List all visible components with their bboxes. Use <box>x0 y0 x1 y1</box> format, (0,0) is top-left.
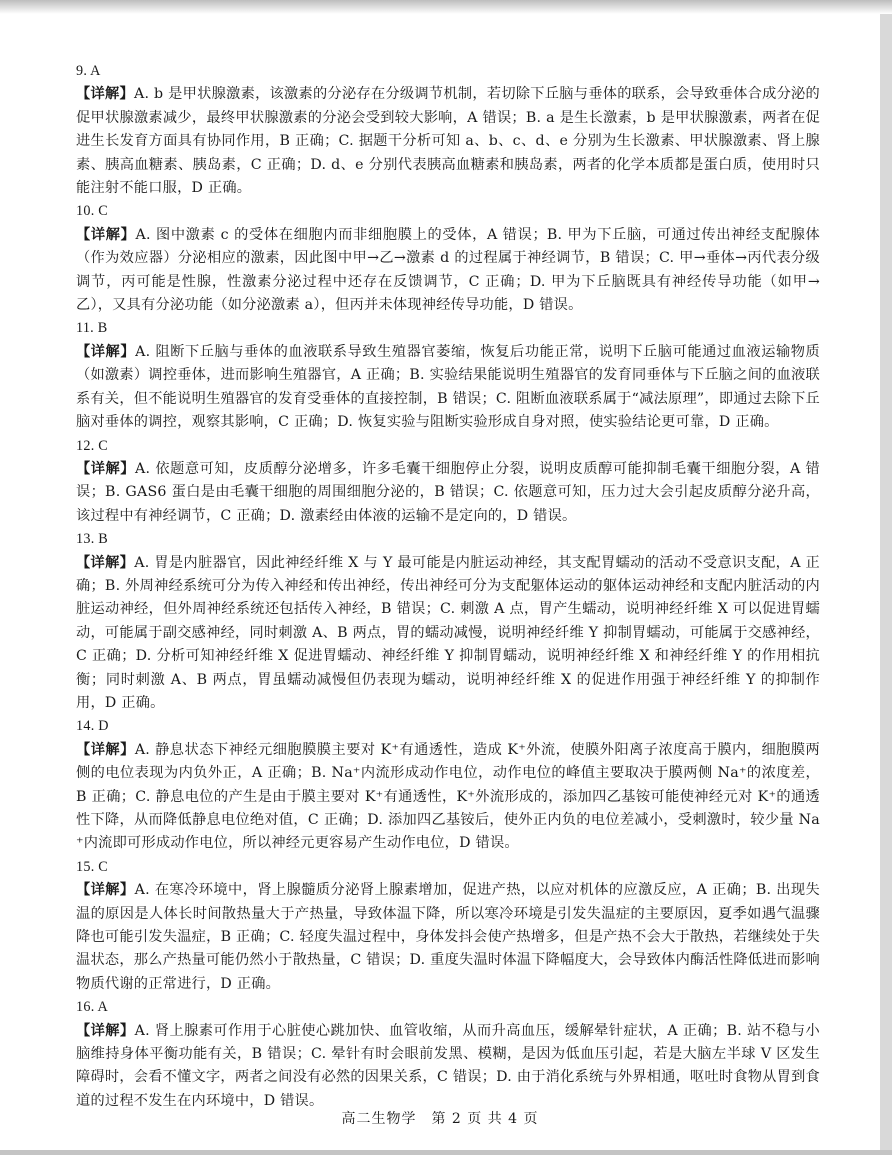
explanation-text: A. 静息状态下神经元细胞膜膜主要对 K⁺有通透性，造成 K⁺外流，使膜外阳离子浓度高于膜内，细胞膜两侧的电位表现为内负外正，A 正确；B. Na⁺内流形成动作电位，动作电位的峰值主要取决于膜两侧 Na⁺的浓度差，B 正确；C. 静息电位的产生是由于膜主要对 K⁺有通透性，K⁺外流形成的，添加四乙基铵可能使神经元对 K⁺的通透性下降，从而降低静息电位绝对值，C 正确；D. 添加四乙基铵后，使外正内负的电位差减小，受刺激时，较少量 Na⁺内流即可形成动作电位，所以神经元更容易产生动作电位，D 错误。 <box>76 741 820 852</box>
question-answer: 13. B <box>76 531 108 548</box>
explanation-tag: 【详解】 <box>76 460 136 477</box>
explanation-text: A. 图中激素 c 的受体在细胞内而非细胞膜上的受体，A 错误；B. 甲为下丘脑，可通过传出神经支配腺体（作为效应器）分泌相应的激素，因此图中甲→乙→激素 d 的过程属于神经调节，B 错误；C. 甲→垂体→丙代表分级调节，丙可能是性腺，性激素分泌过程中还存在反馈调节，C 正确；D. 甲为下丘脑既具有神经传导功能（如甲→乙），又具有分泌功能（如分泌激素 a），但丙并未体现神经传导功能，D 错误。 <box>76 226 820 314</box>
question-block <box>76 856 820 996</box>
question-explanation <box>76 458 820 528</box>
explanation-text: A. 阻断下丘脑与垂体的血液联系导致生殖器官萎缩，恢复后功能正常，说明下丘脑可能通过血液运输物质（如激素）调控垂体，进而影响生殖器官，A 正确；B. 实验结果能说明生殖器官的发育同垂体与下丘脑之间的血液联系有关，但不能说明生殖器官的发育受垂体的直接控制，B 错误；C. 阻断血液联系属于“减法原理”，即通过去除下丘脑对垂体的调控，观察其影响，C 正确；D. 恢复实验与阻断实验形成自身对照，使实验结论更可靠，D 正确。 <box>76 343 820 431</box>
explanation-text: A. b 是甲状腺激素，该激素的分泌存在分级调节机制，若切除下丘脑与垂体的联系，会导致垂体合成分泌的促甲状腺激素减少，最终甲状腺激素的分泌会受到较大影响，A 错误；B. a 是生长激素，b 是甲状腺激素，两者在促进生长发育方面具有协同作用，B 正确；C. 据题干分析可知 a、b、c、d、e 分别为生长激素、甲状腺激素、肾上腺素、胰高血糖素、胰岛素，C 正确；D. d、e 分别代表胰高血糖素和胰岛素，两者的化学本质都是蛋白质，使用时只能注射不能口服，D 正确。 <box>76 86 820 197</box>
question-explanation <box>76 224 820 318</box>
explanation-tag: 【详解】 <box>76 226 136 243</box>
question-answer: 16. A <box>76 999 108 1016</box>
explanation-text: A. 胃是内脏器官，因此神经纤维 X 与 Y 最可能是内脏运动神经，其支配胃蠕动的活动不受意识支配，A 正确；B. 外周神经系统可分为传入神经和传出神经，传出神经可分为支配躯体运动的躯体运动神经和支配内脏活动的内脏运动神经，但外周神经系统还包括传入神经，B 错误；C. 刺激 A 点，胃产生蠕动，说明神经纤维 X 可以促进胃蠕动，可能属于副交感神经，同时刺激 A、B 两点，胃的蠕动减慢，说明神经纤维 Y 抑制胃蠕动，可能属于交感神经，C 正确；D. 分析可知神经纤维 X 促进胃蠕动、神经纤维 Y 抑制胃蠕动，说明神经纤维 X 和神经纤维 Y 的作用相抗衡；同时刺激 A、B 两点，胃虽蠕动减慢但仍表现为蠕动，说明神经纤维 X 的促进作用强于神经纤维 Y 的抑制作用，D 正确。 <box>76 554 820 711</box>
question-block <box>76 435 820 529</box>
page-top-edge <box>0 0 892 14</box>
question-explanation <box>76 739 820 856</box>
question-block <box>76 317 820 434</box>
explanation-text: A. 依题意可知，皮质醇分泌增多，许多毛囊干细胞停止分裂，说明皮质醇可能抑制毛囊干细胞分裂，A 错误；B. GAS6 蛋白是由毛囊干细胞的周围细胞分泌的，B 错误；C. 依题意可知，压力过大会引起皮质醇分泌升高，该过程中有神经调节，C 正确；D. 激素经由体液的运输不是定向的，D 错误。 <box>76 460 820 524</box>
question-block <box>76 200 820 317</box>
question-block <box>76 60 820 200</box>
page-footer: 高二生物学 第 2 页 共 4 页 <box>341 1111 539 1127</box>
question-answer: 12. C <box>76 437 108 454</box>
question-explanation <box>76 552 820 716</box>
explanation-tag: 【详解】 <box>76 554 135 571</box>
explanation-text: A. 在寒冷环境中，肾上腺髓质分泌肾上腺素增加，促进产热，以应对机体的应激反应，A 正确；B. 出现失温的原因是人体长时间散热量大于产热量，导致体温下降，所以寒冷环境是引发失温症的主要原因，夏季如遇气温骤降也可能引发失温症，B 正确；C. 轻度失温过程中，身体发抖会使产热增多，但是产热不会大于散热，若继续处于失温状态，那么产热量可能仍然小于散热量，C 错误；D. 重度失温时体温下降幅度大，会导致体内酶活性降低进而影响物质代谢的正常进行，D 正确。 <box>76 882 820 992</box>
question-explanation <box>76 83 820 200</box>
question-answer: 14. D <box>76 718 109 735</box>
explanation-tag: 【详解】 <box>76 343 136 360</box>
question-explanation <box>76 341 820 435</box>
explanation-tag: 【详解】 <box>76 882 135 899</box>
answer-explanations <box>76 60 820 1113</box>
explanation-text: A. 肾上腺素可作用于心脏使心跳加快、血管收缩，从而升高血压，缓解晕针症状，A 正确；B. 站不稳与小脑维持身体平衡功能有关，B 错误；C. 晕针有时会眼前发黑、模糊，是因为低血压引起，若是大脑左半球 V 区发生障碍时，会看不懂文字，两者之间没有必然的因果关系，C 错误；D. 由于消化系统与外界相通，呕吐时食物从胃到食道的过程不发生在内环境中，D 错误。 <box>76 1022 820 1109</box>
page-bottom-edge <box>0 1150 892 1155</box>
explanation-tag: 【详解】 <box>76 1022 135 1039</box>
explanation-tag: 【详解】 <box>76 86 134 103</box>
question-answer: 15. C <box>76 858 108 875</box>
question-answer: 11. B <box>76 320 108 337</box>
explanation-tag: 【详解】 <box>76 741 135 758</box>
question-block <box>76 715 820 855</box>
question-explanation <box>76 879 820 996</box>
question-answer: 9. A <box>76 63 101 79</box>
question-block <box>76 528 820 715</box>
question-explanation <box>76 1020 820 1114</box>
question-answer: 10. C <box>76 203 108 220</box>
question-block <box>76 996 820 1113</box>
